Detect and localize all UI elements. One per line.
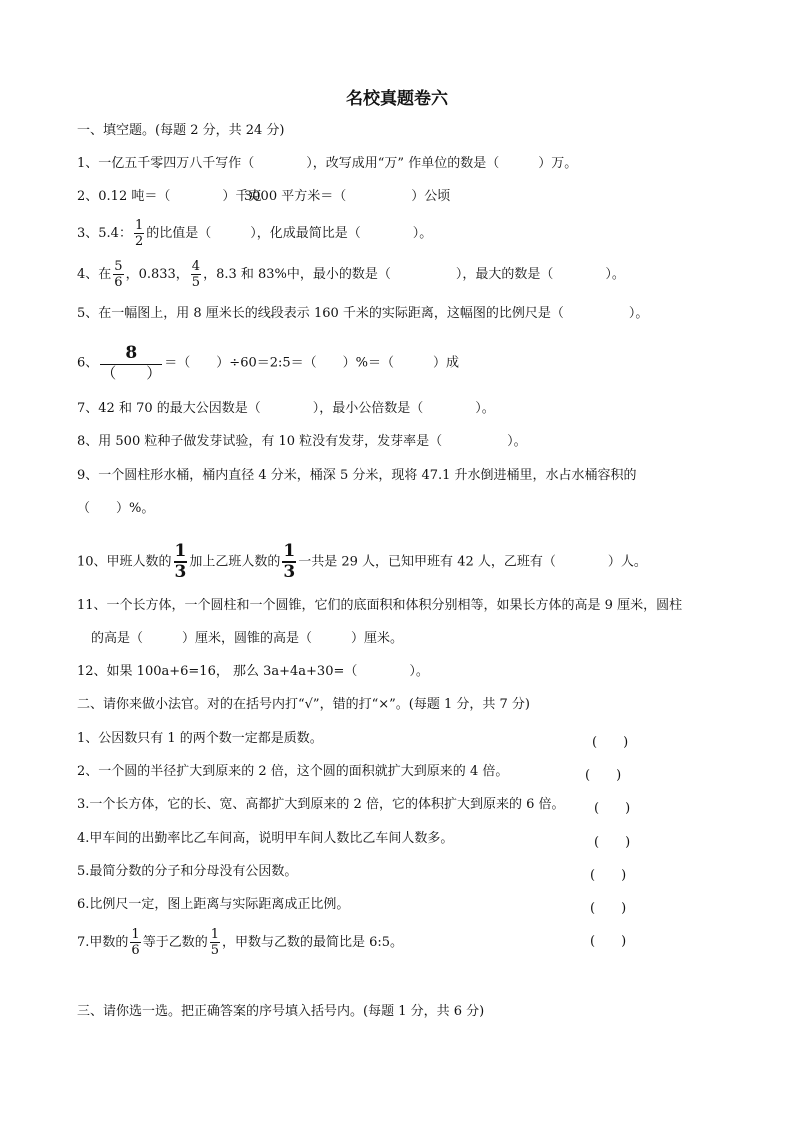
q2-7-f1-den: 6 [131, 943, 140, 958]
question-1-12: 12、如果 100a+6=16， 那么 3a+4a+30=（ ）。 [77, 664, 429, 679]
q4-fraction-1 [113, 260, 123, 289]
q6-frac-den: （ ） [101, 364, 162, 382]
q10-middle: 加上乙班人数的 [189, 554, 281, 570]
q3-frac-den: 2 [134, 234, 144, 249]
question-1-3 [77, 218, 433, 249]
q3-frac-num: 1 [134, 218, 144, 233]
question-1-2a: 2、0.12 吨＝（ ）千克 [77, 189, 262, 204]
section2-heading: 二、请你来做小法官。对的在括号内打“√”，错的打“×”。(每题 1 分，共 7 分) [77, 697, 530, 712]
answer-bracket-2-7: ( ) [590, 934, 627, 949]
q3-suffix: 的比值是（ ），化成最简比是（ ）。 [146, 226, 433, 241]
question-1-5: 5、在一幅图上，用 8 厘米长的线段表示 160 千米的实际距离，这幅图的比例尺是（ ）。 [77, 306, 649, 321]
q10-fraction-1 [174, 543, 188, 581]
q6-frac-num: 8 [100, 345, 162, 365]
question-1-1: 1、一亿五千零四万八千写作（ ），改写成用“万” 作单位的数是（ ）万。 [77, 156, 578, 171]
question-1-4 [77, 259, 625, 290]
q2-7-f1-num: 1 [131, 927, 140, 942]
q2-7-middle: 等于乙数的 [142, 935, 208, 950]
q2-7-prefix: 7.甲数的 [77, 935, 129, 950]
question-1-6 [77, 343, 460, 382]
question-1-10 [77, 541, 647, 582]
answer-bracket-2-6: ( ) [590, 901, 627, 916]
q10-f1-den: 3 [174, 562, 187, 582]
question-2-7 [77, 927, 404, 958]
question-2-5: 5.最简分数的分子和分母没有公因数。 [77, 864, 298, 879]
section3-heading: 三、请你选一选。把正确答案的序号填入括号内。(每题 1 分，共 6 分) [77, 1004, 485, 1019]
question-1-11b: 的高是（ ）厘米，圆锥的高是（ ）厘米。 [91, 631, 404, 646]
q6-fraction [100, 345, 162, 381]
question-2-6: 6.比例尺一定，图上距离与实际距离成正比例。 [77, 897, 350, 912]
q3-fraction [134, 219, 144, 248]
q10-f2-den: 3 [283, 562, 296, 582]
question-2-4: 4.甲车间的出勤率比乙车间高，说明甲车间人数比乙车间人数多。 [77, 831, 454, 846]
question-1-9b: （ ）%。 [77, 501, 155, 516]
q4-f2-den: 5 [191, 275, 201, 290]
q4-f1-num: 5 [114, 259, 123, 274]
q10-f1-num: 1 [174, 541, 187, 561]
question-1-8: 8、用 500 粒种子做发芽试验，有 10 粒没有发芽，发芽率是（ ）。 [77, 434, 527, 449]
answer-bracket-2-1: ( ) [592, 735, 629, 750]
q4-middle: ，0.833， [125, 267, 189, 282]
q4-f1-den: 6 [114, 275, 123, 290]
question-2-2: 2、一个圆的半径扩大到原来的 2 倍，这个圆的面积就扩大到原来的 4 倍。 [77, 764, 509, 779]
q10-suffix: 一共是 29 人，已知甲班有 42 人，乙班有（ ）人。 [298, 554, 647, 570]
q4-prefix: 4、在 [77, 267, 112, 282]
q10-f2-num: 1 [283, 541, 296, 561]
question-1-9a: 9、一个圆柱形水桶，桶内直径 4 分米，桶深 5 分米，现将 47.1 升水倒进桶里，水占水桶容积的 [77, 468, 637, 483]
section1-heading: 一、填空题。(每题 2 分，共 24 分) [77, 123, 285, 138]
q6-prefix: 6、 [77, 355, 99, 371]
page-title: 名校真题卷六 [346, 89, 448, 109]
question-2-1: 1、公因数只有 1 的两个数一定都是质数。 [77, 731, 323, 746]
q4-f2-num: 4 [191, 259, 201, 274]
q2-7-fraction-2 [210, 928, 220, 957]
q10-fraction-2 [282, 543, 296, 581]
q2-7-f2-den: 5 [210, 943, 219, 958]
q6-suffix: ＝（ ）÷60＝2:5＝（ ）%＝（ ）成 [164, 355, 460, 371]
answer-bracket-2-3: ( ) [594, 801, 631, 816]
q3-prefix: 3、5.4： [77, 226, 132, 241]
question-2-3: 3.一个长方体，它的长、宽、高都扩大到原来的 2 倍，它的体积扩大到原来的 6 倍。 [77, 797, 565, 812]
question-1-2b: 3000 平方米＝（ ）公顷 [244, 189, 451, 204]
question-1-7: 7、42 和 70 的最大公因数是（ ），最小公倍数是（ ）。 [77, 401, 495, 416]
answer-bracket-2-2: ( ) [585, 768, 622, 783]
q2-7-fraction-1 [130, 928, 140, 957]
q10-prefix: 10、甲班人数的 [77, 554, 172, 570]
answer-bracket-2-4: ( ) [594, 835, 631, 850]
answer-bracket-2-5: ( ) [590, 868, 627, 883]
q4-suffix: ，8.3 和 83%中，最小的数是（ ），最大的数是（ ）。 [203, 267, 625, 282]
q4-fraction-2 [191, 260, 201, 289]
question-1-11a: 11、一个长方体，一个圆柱和一个圆锥，它们的底面积和体积分别相等，如果长方体的高是 9 厘米，圆柱 [77, 598, 683, 613]
q2-7-suffix: ，甲数与乙数的最简比是 6:5。 [221, 935, 404, 950]
q2-7-f2-num: 1 [210, 927, 219, 942]
